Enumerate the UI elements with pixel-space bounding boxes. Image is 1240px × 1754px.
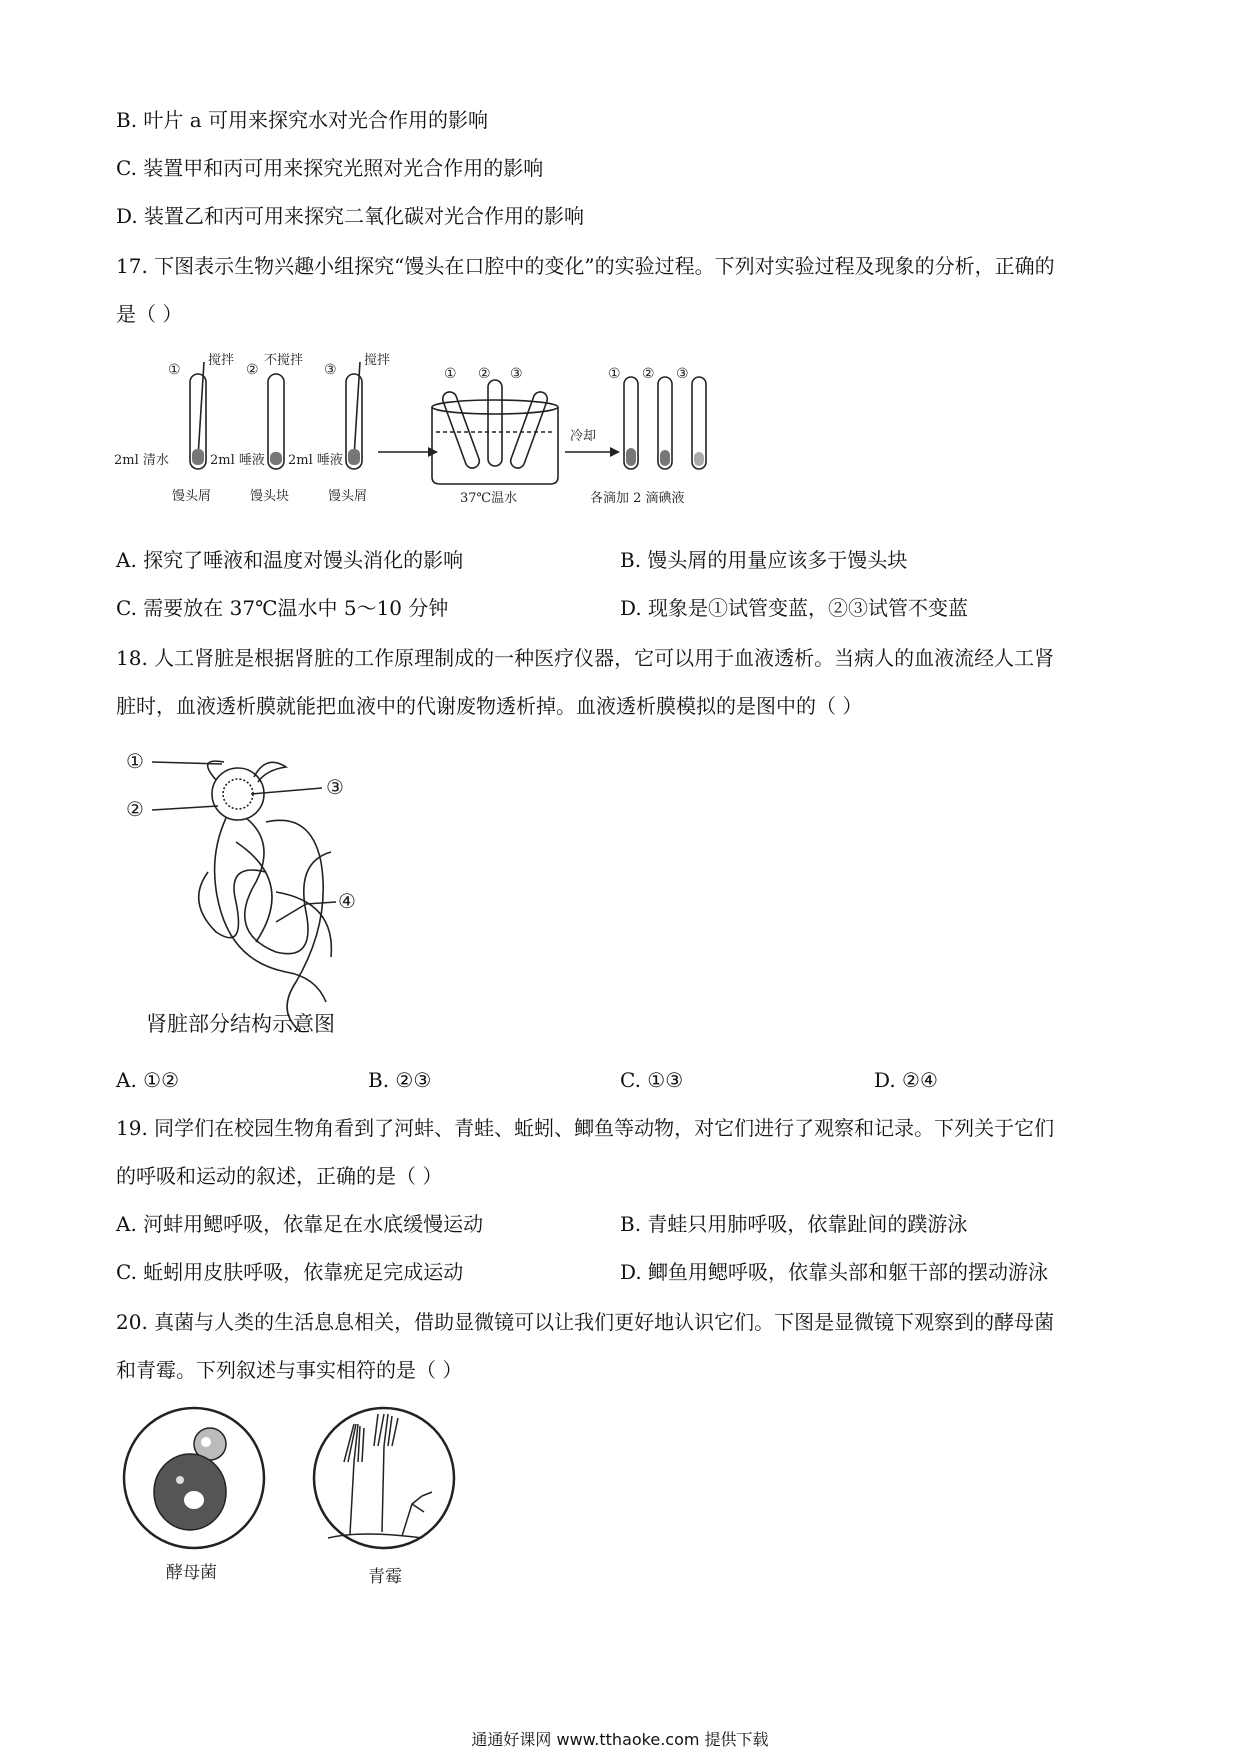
q17-saliva1-label: 2ml 唾液 [210, 453, 265, 468]
q17-stir2-label: 搅拌 [364, 353, 391, 368]
q17-saliva2-label: 2ml 唾液 [288, 453, 343, 468]
q17-iodine-label: 各滴加 2 滴碘液 [590, 491, 685, 506]
q17-stir-label: 搅拌 [208, 353, 235, 368]
q17-stem-line1: 17. 下图表示生物兴趣小组探究“馒头在口腔中的变化”的实验过程。下列对实验过程及现象的分析，正确的 [116, 254, 1055, 278]
q17-cool-label: 冷却 [570, 429, 597, 444]
yeast-image [124, 1408, 264, 1548]
q16-option-c: C. 装置甲和丙可用来探究光照对光合作用的影响 [116, 156, 544, 180]
q17-crumb1-label: 馒头屑 [172, 489, 212, 504]
q18-figure-caption: 肾脏部分结构示意图 [146, 1012, 335, 1036]
q18-kidney-figure [126, 752, 386, 1032]
q17-crumb2-label: 馒头屑 [328, 489, 368, 504]
q18-stem-line1: 18. 人工肾脏是根据肾脏的工作原理制成的一种医疗仪器，它可以用于血液透析。当病人的血液流经人工肾 [116, 646, 1055, 670]
q17-option-b: B. 馒头屑的用量应该多于馒头块 [620, 548, 908, 572]
q17-tube1-label: ① [168, 362, 181, 378]
q19-option-c: C. 蚯蚓用皮肤呼吸，依靠疣足完成运动 [116, 1260, 464, 1284]
q17-option-c: C. 需要放在 37℃温水中 5～10 分钟 [116, 596, 449, 620]
q17-tube3-label: ③ [324, 362, 337, 378]
q19-option-b: B. 青蛙只用肺呼吸，依靠趾间的蹼游泳 [620, 1212, 968, 1236]
q20-yeast-label: 酵母菌 [166, 1563, 217, 1583]
q19-option-d: D. 鲫鱼用鳃呼吸，依靠头部和躯干部的摆动游泳 [620, 1260, 1049, 1284]
q18-label-1: ① [126, 752, 144, 773]
q20-penicillium-label: 青霉 [368, 1567, 402, 1587]
q18-label-4: ④ [338, 889, 356, 913]
q17-block-label: 馒头块 [250, 489, 290, 504]
q18-label-2: ② [126, 797, 144, 821]
q17-tube2-label: ② [246, 362, 259, 378]
q17-experiment-figure [110, 352, 710, 512]
q19-option-a: A. 河蚌用鳃呼吸，依靠足在水底缓慢运动 [116, 1212, 484, 1236]
q18-option-c: C. ①③ [620, 1068, 684, 1092]
q17-bath-tube3-label: ③ [510, 366, 523, 382]
q17-after-tube2-label: ② [642, 366, 655, 382]
q17-bath-label: 37℃温水 [460, 491, 518, 506]
q16-option-d: D. 装置乙和丙可用来探究二氧化碳对光合作用的影响 [116, 204, 585, 228]
q17-bath-tube2-label: ② [478, 366, 491, 382]
q19-stem-line1: 19. 同学们在校园生物角看到了河蚌、青蛙、蚯蚓、鲫鱼等动物，对它们进行了观察和记录。下列关于它们 [116, 1116, 1055, 1140]
q20-stem-line2: 和青霉。下列叙述与事实相符的是（ ） [116, 1358, 463, 1382]
q18-stem-line2: 脏时，血液透析膜就能把血液中的代谢废物透析掉。血液透析膜模拟的是图中的（ ） [116, 694, 863, 718]
q17-option-d: D. 现象是①试管变蓝，②③试管不变蓝 [620, 596, 969, 620]
q17-after-tube3-label: ③ [676, 366, 689, 382]
q20-fungi-figure [122, 1404, 472, 1604]
q18-option-a: A. ①② [116, 1068, 180, 1092]
q17-option-a: A. 探究了唾液和温度对馒头消化的影响 [116, 548, 464, 572]
penicillium-image [314, 1408, 454, 1548]
q19-stem-line2: 的呼吸和运动的叙述，正确的是（ ） [116, 1164, 443, 1188]
q17-water-label: 2ml 清水 [114, 453, 169, 468]
page-footer: 通通好课网 www.tthaoke.com 提供下载 [471, 1730, 769, 1749]
q20-stem-line1: 20. 真菌与人类的生活息息相关，借助显微镜可以让我们更好地认识它们。下图是显微镜下观察到的酵母菌 [116, 1310, 1055, 1334]
q18-option-d: D. ②④ [874, 1068, 938, 1092]
q17-after-tube1-label: ① [608, 366, 621, 382]
q17-stem-line2: 是（ ） [116, 302, 183, 326]
q18-label-3: ③ [326, 775, 344, 799]
q16-option-b: B. 叶片 a 可用来探究水对光合作用的影响 [116, 108, 489, 132]
q17-nostir-label: 不搅拌 [264, 353, 304, 368]
q17-bath-tube1-label: ① [444, 366, 457, 382]
q18-option-b: B. ②③ [368, 1068, 432, 1092]
